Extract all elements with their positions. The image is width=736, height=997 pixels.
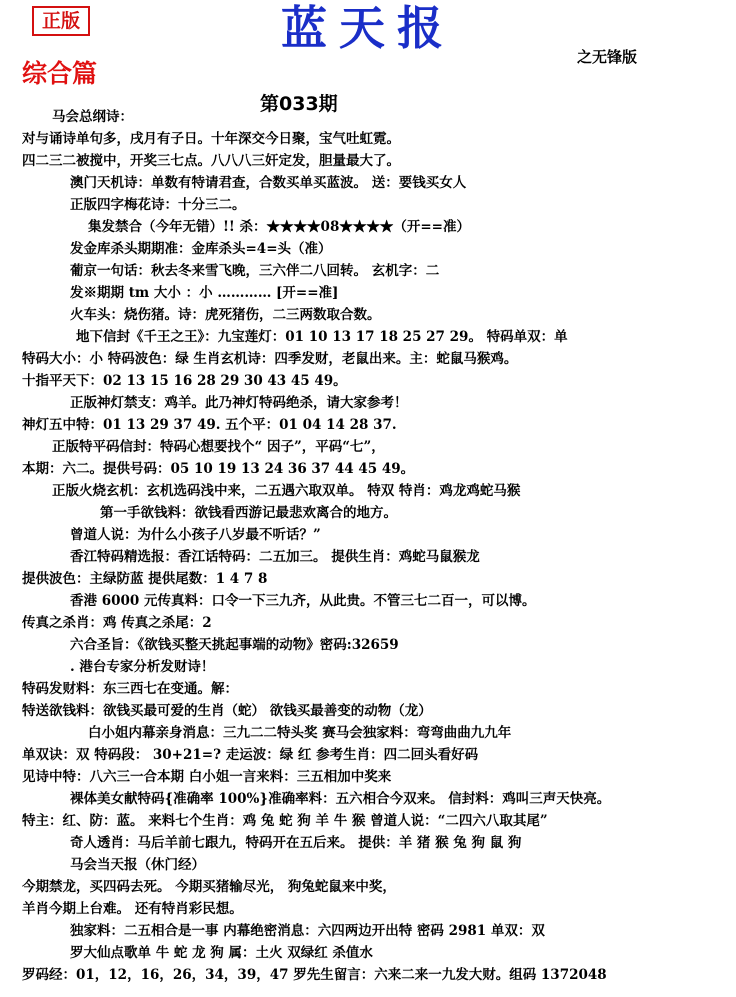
body-line: 正版神灯禁支：鸡羊。此乃神灯特码绝杀，请大家参考！	[70, 395, 408, 411]
body-line: 葡京一句话：秋去冬来雪飞晚，三六伴二八回转。 玄机字：二	[70, 263, 440, 279]
body-line: 火车头：烧伤猪。诗：虎死猪伤，二三两数取合数。	[70, 307, 381, 323]
body-line: 正版特平码信封：特码心想要找个“ 因子”，平码“七”，	[52, 439, 385, 455]
body-line: 澳门天机诗：单数有特请君查，合数买单买蓝波。 送：要钱买女人	[70, 175, 467, 191]
body-line: 见诗中特：八六三一合本期 白小姐一言来料：三五相加中奖来	[22, 769, 392, 785]
body-line: 曾道人说：为什么小孩子八岁最不听话？”	[70, 527, 321, 543]
body-line: 对与诵诗单句多，戌月有子日。十年深交今日聚，宝气吐虹霓。	[22, 131, 400, 147]
body-line: 正版火烧玄机：玄机选码浅中来，二五遇六取双单。 特双 特肖：鸡龙鸡蛇马猴	[52, 483, 521, 499]
body-line: 集发禁合（今年无错）!! 杀：★★★★08★★★★（开==准）	[88, 219, 470, 235]
body-line: 马会当天报（休门经）	[70, 857, 205, 873]
body-line: 本期：六二。提供号码：05 10 19 13 24 36 37 44 45 49。	[22, 461, 415, 477]
body-line: 香江特码精选报：香江话特码：二五加三。 提供生肖：鸡蛇马鼠猴龙	[70, 549, 480, 565]
body-line: 今期禁龙，买四码去死。 今期买猪输尽光， 狗兔蛇鼠来中奖，	[22, 879, 396, 895]
body-line: 发※期期 tm 大小 ：小 ………… [开==准]	[70, 285, 339, 301]
body-line: 白小姐内幕亲身消息：三九二二特头奖 赛马会独家料：弯弯曲曲九九年	[88, 725, 512, 741]
body-line: 单双诀：双 特码段： 30+21=? 走运波：绿 红 参考生肖：四二回头看好码	[22, 747, 479, 763]
body-line: 神灯五中特：01 13 29 37 49. 五个平：01 04 14 28 37.	[22, 417, 397, 433]
body-line: 特主：红、防：蓝。 来料七个生肖：鸡 兔 蛇 狗 羊 牛 猴 曾道人说：“二四六八取其尾”	[22, 813, 548, 829]
section-title: 综合篇	[22, 59, 98, 88]
edition-label: 之无锋版	[577, 48, 638, 66]
body-line: 罗码经：01，12，16，26，34，39，47 罗先生留言：六来二来一九发大财。组码 1372048	[22, 967, 607, 983]
body-line: 六合圣旨：《欲钱买整天挑起事端的动物》密码:32659	[70, 637, 399, 653]
body-line: 特码大小：小 特码波色：绿 生肖玄机诗：四季发财，老鼠出来。主：蛇鼠马猴鸡。	[22, 351, 518, 367]
body-line: 地下信封《千王之王》：九宝莲灯：01 10 13 17 18 25 27 29。 特码单双：单	[76, 329, 568, 345]
issue-number: 第033期	[260, 93, 338, 115]
authentic-stamp: 正版	[32, 6, 90, 36]
body-line: 马会总纲诗：	[52, 109, 133, 125]
body-line: 羊肖今期上台难。 还有特肖彩民想。	[22, 901, 243, 917]
body-line: 特码发财料：东三西七在变通。解：	[22, 681, 238, 697]
body-line: 香港 6000 元传真料：口令一下三九齐，从此贵。不管三七二百一，可以博。	[70, 593, 536, 609]
body-line: 发金库杀头期期准：金库杀头=4=头（准）	[70, 241, 332, 257]
body-line: 裸体美女献特码{准确率 100%}准确率料：五六相合今双来。 信封料：鸡叫三声天快亮。	[70, 791, 611, 807]
body-line: 提供波色：主绿防蓝 提供尾数：1 4 7 8	[22, 571, 268, 587]
body-line: 四二三二被搅中，开奖三七点。八八八三奸定发，胆量最大了。	[22, 153, 400, 169]
body-line: 罗大仙点歌单 牛 蛇 龙 狗 属：土火 双绿红 杀值水	[70, 945, 373, 961]
body-line: 正版四字梅花诗：十分三二。	[70, 197, 246, 213]
body-line: 十指平天下：02 13 15 16 28 29 30 43 45 49。	[22, 373, 347, 389]
masthead-title: 蓝天报	[281, 1, 455, 55]
body-line: 奇人透肖：马后羊前七跟九，特码开在五后来。 提供：羊 猪 猴 兔 狗 鼠 狗	[70, 835, 522, 851]
body-line: 传真之杀肖：鸡 传真之杀尾：2	[22, 615, 212, 631]
body-line: 独家料：二五相合是一事 内幕绝密消息：六四两边开出特 密码 2981 单双：双	[70, 923, 545, 939]
body-line: 特送欲钱料：欲钱买最可爱的生肖（蛇） 欲钱买最善变的动物（龙）	[22, 703, 432, 719]
body-line: 第一手欲钱料：欲钱看西游记最悲欢离合的地方。	[100, 505, 397, 521]
body-line: . 港台专家分析发财诗！	[70, 659, 215, 675]
